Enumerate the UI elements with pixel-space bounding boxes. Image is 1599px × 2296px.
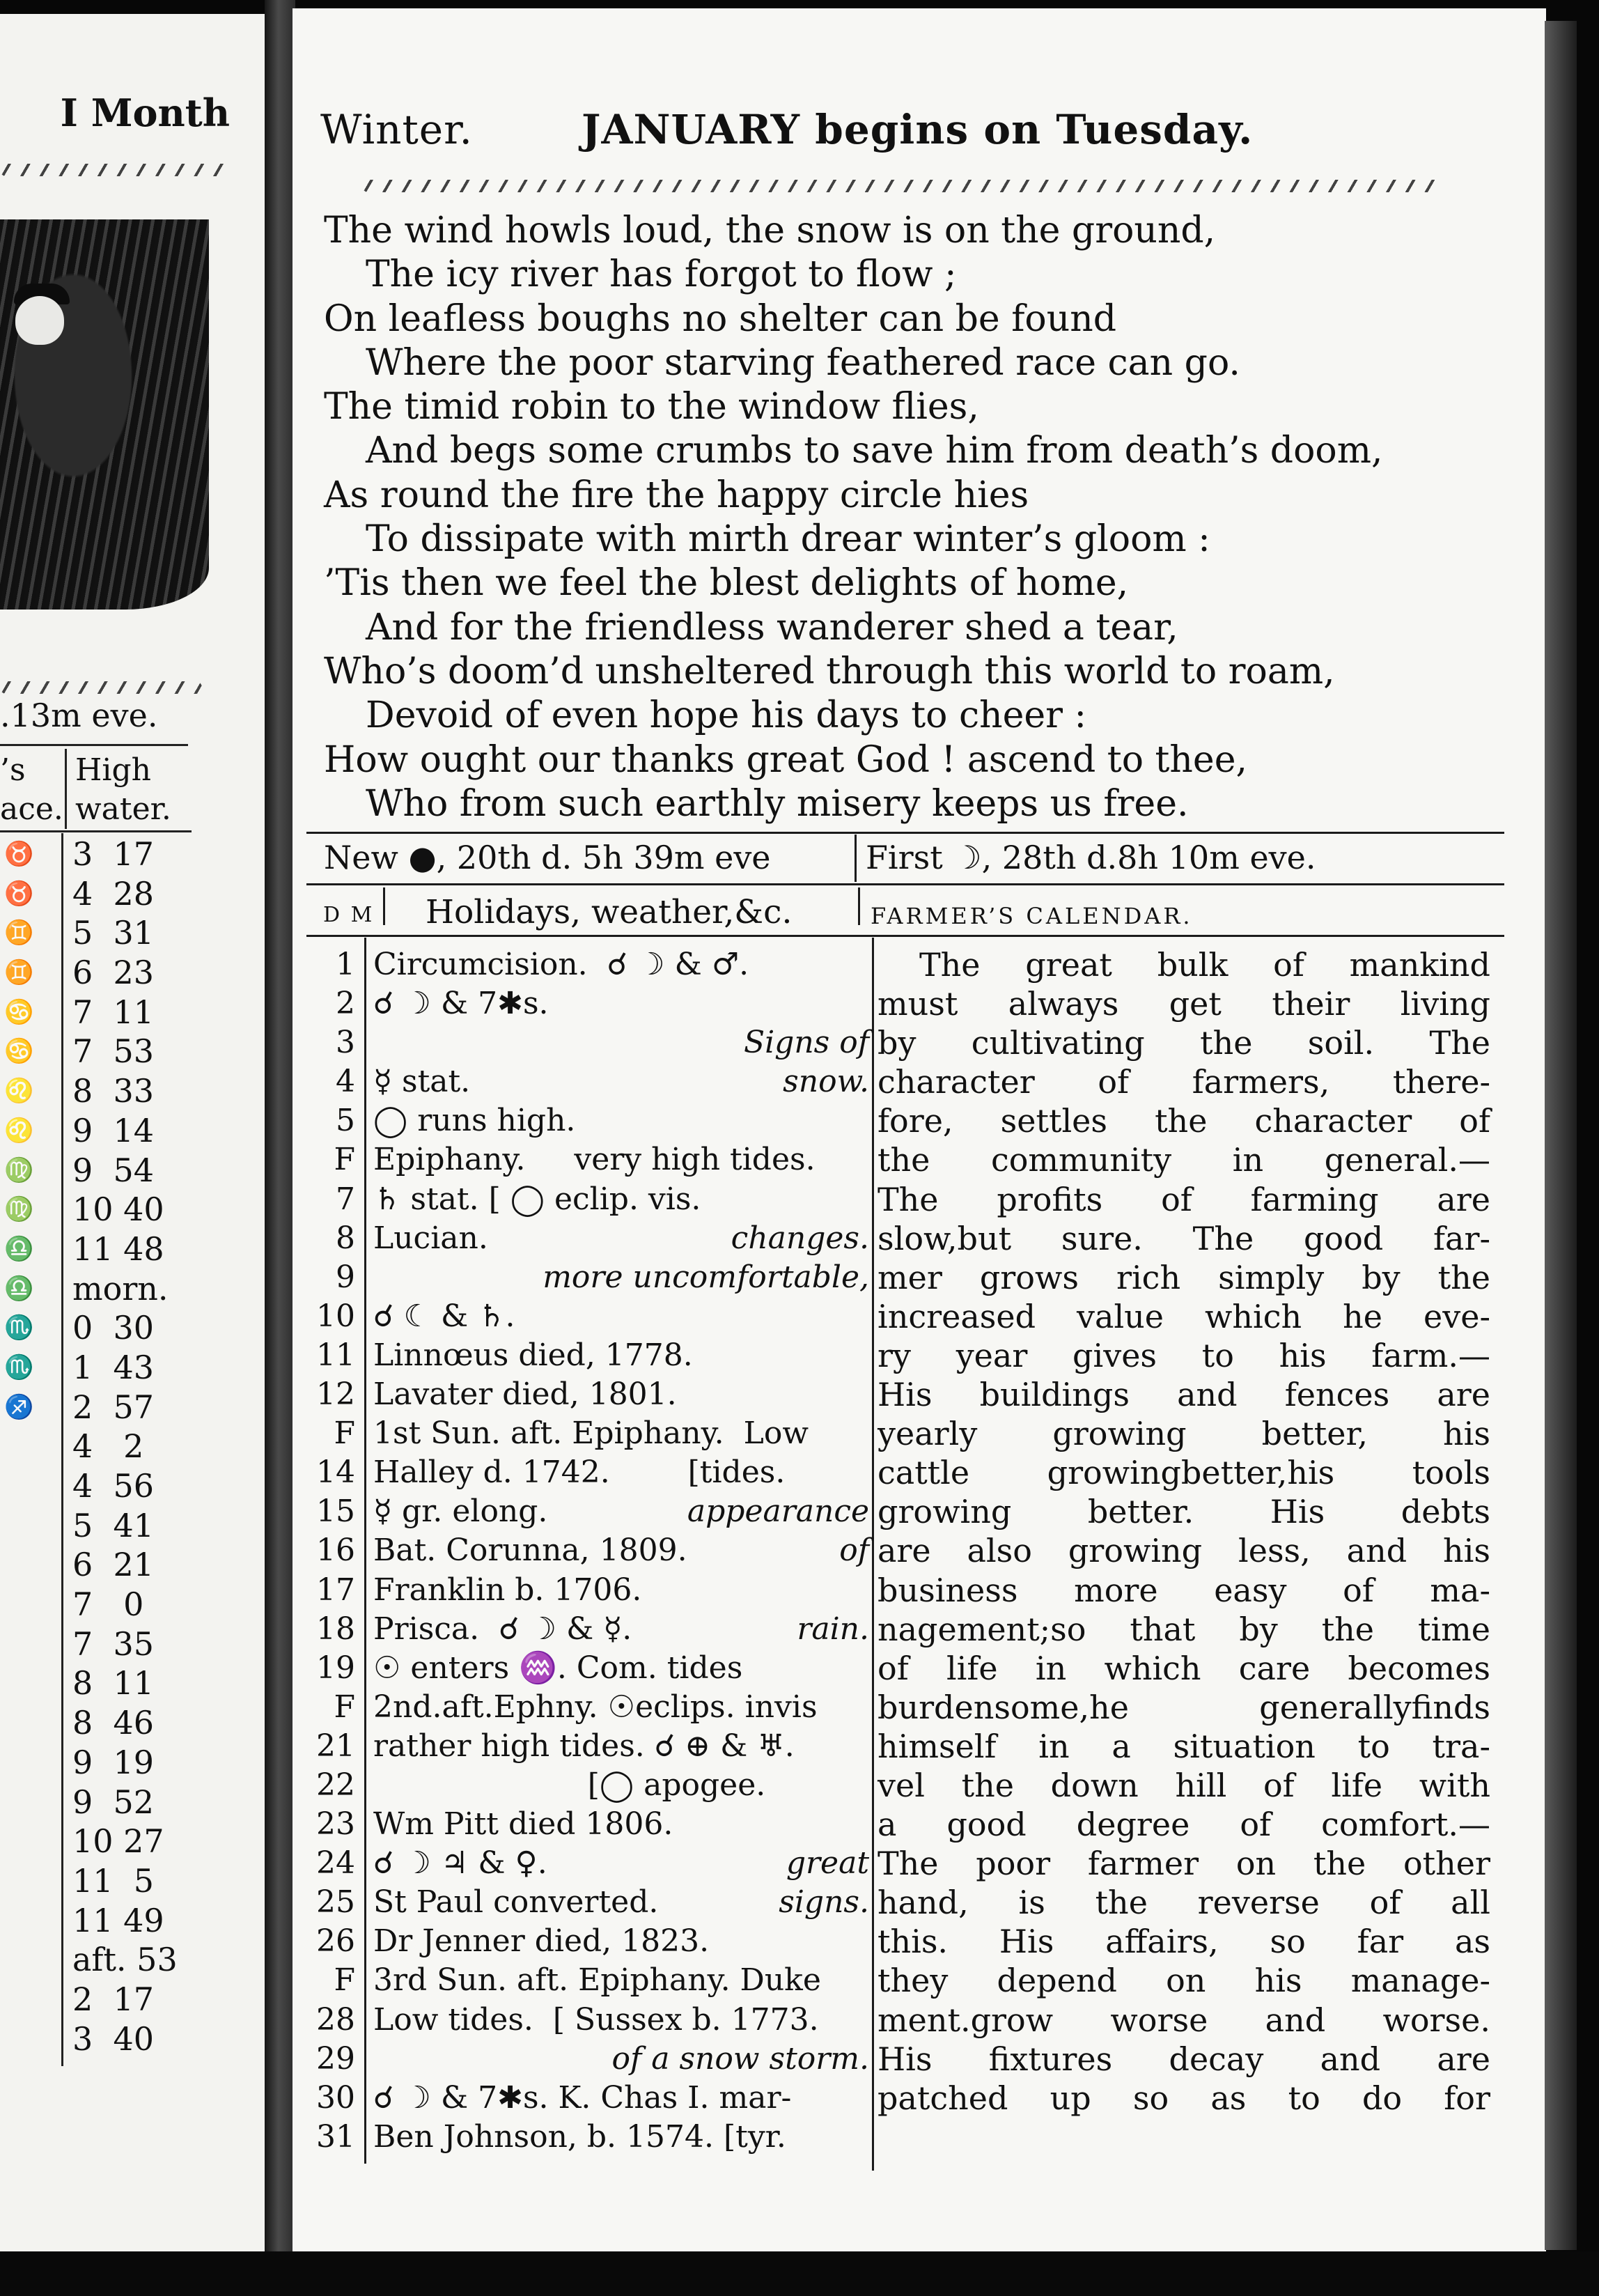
table-row [0, 1348, 209, 1388]
table-row [313, 2118, 857, 2157]
day-number: 29 [316, 2040, 355, 2077]
figure-face [15, 296, 64, 345]
poem-line: On leafless boughs no shelter can be found [324, 297, 1117, 340]
table-row [313, 1062, 869, 1101]
day-number: 22 [316, 1767, 355, 1803]
day-number: 5 [336, 1103, 355, 1139]
poem-line: The icy river has forgot to flow ; [366, 254, 957, 296]
poem-line: How ought our thanks great God ! ascend to thee, [324, 738, 1247, 781]
high-water-time: 10 40 [72, 1190, 164, 1229]
high-water-time: 0 30 [72, 1309, 155, 1347]
divider [65, 749, 67, 829]
ornamental-rule [362, 180, 1445, 192]
weather-note: Signs of [743, 1025, 869, 1061]
holiday-entry: rather high tides. ☌ ⊕ & ♅. [373, 1728, 795, 1764]
first-quarter-text: First ☽, 28th d.8h 10m eve. [866, 839, 1316, 876]
holiday-entry: ♄ stat. [ ◯ eclip. vis. [373, 1181, 701, 1217]
table-row [0, 953, 209, 993]
zodiac-sign-icon: ♍ [4, 1195, 34, 1224]
zodiac-sign-icon: ♊ [4, 919, 34, 947]
table-row [313, 1414, 857, 1453]
holiday-entry: Linnœus died, 1778. [373, 1337, 693, 1373]
holiday-entry: Dr Jenner died, 1823. [373, 1923, 710, 1960]
holiday-entry: 2nd.aft.Ephny. ☉eclips. invis [373, 1689, 818, 1725]
high-water-time: 11 5 [72, 1861, 155, 1900]
day-number: 8 [336, 1220, 355, 1256]
table-row [0, 1901, 209, 1941]
high-water-time: 7 35 [72, 1624, 155, 1663]
table-row [0, 1663, 209, 1703]
holiday-entry: ☿ gr. elong. [373, 1494, 548, 1530]
table-row [0, 913, 209, 953]
table-row [0, 1151, 209, 1190]
table-row [0, 1190, 209, 1230]
holiday-entry: ☌ ☽ & 7✱s. K. Chas I. mar- [373, 2079, 792, 2116]
high-water-time: 9 54 [72, 1151, 155, 1189]
ornamental-rule [0, 681, 202, 694]
table-row [0, 1822, 209, 1861]
column-header-holidays: Holidays, weather,&c. [426, 893, 793, 931]
high-water-time: 11 48 [72, 1230, 164, 1268]
season-label: Winter. [320, 106, 473, 153]
day-number: 31 [316, 2118, 355, 2155]
divider [306, 935, 1504, 937]
holiday-entry: ☉ enters ♒. Com. tides [373, 1650, 743, 1686]
holiday-entry: Franklin b. 1706. [373, 1572, 642, 1608]
farmer-text-line: are also growing less, and his [878, 1532, 1490, 1570]
poem-line: Who’s doom’d unsheltered through this world to roam, [324, 650, 1335, 692]
high-water-time: 7 11 [72, 993, 155, 1031]
day-number: 15 [316, 1494, 355, 1530]
zodiac-sign-icon: ♏ [4, 1353, 34, 1381]
day-number: 12 [316, 1376, 355, 1413]
farmer-text-line: nagement;so that by the time [878, 1610, 1490, 1648]
farmer-text-line: ry year gives to his farm.— [878, 1336, 1490, 1374]
day-number: 18 [316, 1611, 355, 1647]
high-water-time: 6 23 [72, 954, 155, 992]
day-number: F [334, 1962, 355, 1999]
poem-line: Where the poor starving feathered race can go. [366, 341, 1240, 384]
farmer-text-line: slow,but sure. The good far- [878, 1219, 1490, 1257]
table-row [313, 1375, 857, 1414]
farmer-text-line: business more easy of ma- [878, 1571, 1490, 1609]
zodiac-sign-icon: ♌ [4, 1116, 34, 1145]
holiday-entry: Ben Johnson, b. 1574. [tyr. [373, 2118, 786, 2155]
table-row [0, 1111, 209, 1151]
zodiac-sign-icon: ♎ [4, 1234, 34, 1263]
table-row [313, 1922, 857, 1961]
holiday-entry: Circumcision. ☌ ☽ & ♂. [373, 947, 749, 982]
day-number: 10 [316, 1298, 355, 1334]
day-number: 24 [316, 1845, 355, 1882]
day-number: F [334, 1142, 355, 1178]
table-row [313, 1688, 857, 1727]
table-row [313, 1727, 857, 1766]
holiday-entry: ◯ runs high. [373, 1103, 576, 1139]
divider [872, 938, 874, 2171]
header-line: ace. [0, 791, 63, 827]
weather-note: of [839, 1533, 869, 1569]
moon-phase-text: .13m eve. [0, 697, 158, 734]
farmer-text-line: patched up so as to do for [878, 2079, 1490, 2117]
table-row [0, 1783, 209, 1822]
high-water-time: 8 46 [72, 1704, 155, 1742]
farmer-text-line: The profits of farming are [878, 1180, 1490, 1218]
day-number: 25 [316, 1884, 355, 1921]
farmer-text-line: a good degree of comfort.— [878, 1806, 1490, 1844]
table-row [0, 1071, 209, 1111]
divider [855, 835, 857, 882]
divider [0, 830, 192, 832]
table-row [313, 1258, 869, 1297]
weather-note: changes. [731, 1220, 869, 1256]
day-number: 21 [316, 1728, 355, 1764]
book-gutter [265, 0, 295, 2296]
table-row [313, 2001, 857, 2040]
farmer-text-line: the community in general.— [878, 1141, 1490, 1179]
weather-note: of a snow storm. [611, 2040, 869, 2077]
table-row [0, 1230, 209, 1269]
table-row [313, 2079, 857, 2118]
high-water-time: 4 2 [72, 1427, 144, 1466]
table-row [0, 835, 209, 874]
day-number: 7 [336, 1181, 355, 1217]
table-row [313, 1180, 857, 1219]
header-line: High [75, 752, 151, 788]
table-row [313, 2040, 869, 2079]
high-water-time: 7 53 [72, 1032, 155, 1071]
weather-note: rain. [797, 1611, 869, 1647]
holiday-entry: Prisca. ☌ ☽ & ☿. [373, 1611, 632, 1647]
day-number: 4 [336, 1064, 355, 1100]
table-row [313, 1844, 869, 1883]
farmer-text-line: burdensome,he generallyfinds [878, 1688, 1490, 1726]
zodiac-sign-icon: ♎ [4, 1274, 34, 1303]
table-row [313, 1610, 869, 1649]
zodiac-sign-icon: ♋ [4, 1037, 34, 1066]
zodiac-sign-icon: ♋ [4, 998, 34, 1026]
high-water-time: 2 57 [72, 1388, 155, 1426]
day-number: 11 [316, 1337, 355, 1373]
column-header-place [0, 751, 63, 829]
farmer-text-line: of life in which care becomes [878, 1649, 1490, 1687]
farmer-text-line: hand, is the reverse of all [878, 1884, 1490, 1922]
table-row [313, 945, 857, 984]
high-water-time: 3 40 [72, 2019, 155, 2058]
farmer-text-line: His fixtures decay and are [878, 2040, 1490, 2078]
high-water-time: 7 0 [72, 1585, 144, 1624]
column-header-farmers-calendar: FARMER’S CALENDAR. [871, 903, 1193, 929]
day-number: 9 [336, 1259, 355, 1295]
divider [383, 887, 385, 925]
table-row [0, 1861, 209, 1901]
day-number: 1 [336, 947, 355, 982]
divider [0, 744, 188, 746]
farmer-text-line: they depend on his manage- [878, 1962, 1490, 2000]
farmer-text-line: this. His affairs, so far as [878, 1923, 1490, 1961]
holiday-entry: Lavater died, 1801. [373, 1376, 677, 1413]
table-row [313, 1531, 869, 1570]
holiday-entry: Lucian. [373, 1220, 488, 1256]
holiday-entry: ☌ ☽ & 7✱s. [373, 986, 549, 1022]
holiday-entry: ☌ ☽ ♃ & ♀. [373, 1845, 547, 1882]
holiday-entry: Halley d. 1742. [tides. [373, 1455, 786, 1491]
high-water-time: 6 21 [72, 1546, 155, 1584]
holiday-entry: St Paul converted. [373, 1884, 659, 1921]
day-number: 26 [316, 1923, 355, 1960]
poem-line: Devoid of even hope his days to cheer : [366, 695, 1087, 737]
high-water-time: 8 33 [72, 1072, 155, 1110]
poem-line: To dissipate with mirth drear winter’s gloom : [366, 518, 1210, 561]
left-page [0, 14, 265, 2251]
farmer-text-line: growing better. His debts [878, 1493, 1490, 1531]
woodcut-illustration [0, 219, 209, 610]
zodiac-sign-icon: ♍ [4, 1156, 34, 1184]
weather-note: great [786, 1845, 869, 1882]
table-row [0, 1545, 209, 1585]
table-row [0, 1703, 209, 1743]
farmer-text-line: mer grows rich simply by the [878, 1258, 1490, 1296]
table-row [0, 1980, 209, 2019]
poem [324, 209, 1383, 826]
table-row [313, 1649, 857, 1688]
high-water-time: 3 17 [72, 835, 155, 873]
day-number: 30 [316, 2079, 355, 2116]
high-water-time: 4 28 [72, 874, 155, 913]
day-number: 23 [316, 1806, 355, 1843]
column-header-day: D M [323, 903, 375, 927]
table-row [313, 1023, 869, 1062]
holiday-entry: Low tides. [ Sussex b. 1773. [373, 2001, 819, 2038]
high-water-time: 11 49 [72, 1901, 164, 1939]
divider [858, 887, 860, 925]
ornamental-rule [0, 164, 230, 176]
farmer-text-line: increased value which he eve- [878, 1297, 1490, 1335]
farmers-calendar-text [878, 945, 1490, 2118]
table-row [313, 984, 857, 1023]
zodiac-sign-icon: ♉ [4, 879, 34, 908]
poem-line: ’Tis then we feel the blest delights of home, [324, 562, 1129, 605]
table-row [0, 1624, 209, 1664]
farmer-text-line: ment.grow worse and worse. [878, 2001, 1490, 2039]
right-page [292, 8, 1546, 2251]
high-water-time: 5 41 [72, 1506, 155, 1544]
table-row [0, 1466, 209, 1506]
high-water-time: 1 43 [72, 1348, 155, 1386]
high-water-time: aft. 53 [72, 1941, 178, 1979]
divider [306, 883, 1504, 885]
farmer-text-line: himself in a situation to tra- [878, 1727, 1490, 1765]
table-row [0, 1388, 209, 1427]
zodiac-sign-icon: ♐ [4, 1393, 34, 1421]
left-page-header: I Month [60, 91, 230, 135]
month-heading: JANUARY begins on Tuesday. [582, 106, 1254, 153]
table-row [313, 1453, 857, 1492]
zodiac-sign-icon: ♌ [4, 1077, 34, 1106]
table-row [313, 1219, 869, 1258]
divider [306, 832, 1504, 834]
poem-line: As round the fire the happy circle hies [324, 474, 1029, 516]
header-line: water. [75, 791, 171, 827]
table-row [0, 874, 209, 914]
farmer-text-line: His buildings and fences are [878, 1376, 1490, 1414]
high-water-table [0, 835, 209, 2058]
day-number: F [334, 1689, 355, 1725]
holiday-entry: 3rd Sun. aft. Epiphany. Duke [373, 1962, 821, 1999]
holidays-table [313, 945, 869, 2157]
high-water-time: 10 27 [72, 1822, 164, 1861]
table-row [0, 1743, 209, 1783]
high-water-time: 9 14 [72, 1111, 155, 1149]
farmer-text-line: character of farmers, there- [878, 1063, 1490, 1101]
table-row [313, 1492, 869, 1531]
table-row [313, 1101, 857, 1140]
farmer-text-line: must always get their living [878, 985, 1490, 1023]
zodiac-sign-icon: ♉ [4, 840, 34, 868]
day-number: 16 [316, 1533, 355, 1569]
table-row [313, 1336, 857, 1375]
weather-note: more uncomfortable, [543, 1259, 869, 1295]
table-row [313, 1805, 857, 1844]
poem-line: Who from such earthly misery keeps us free. [366, 782, 1189, 825]
zodiac-sign-icon: ♏ [4, 1314, 34, 1342]
day-number: 3 [336, 1025, 355, 1061]
table-row [313, 1297, 857, 1336]
day-number: 2 [336, 986, 355, 1022]
zodiac-sign-icon: ♊ [4, 959, 34, 987]
holiday-entry: Wm Pitt died 1806. [373, 1806, 673, 1843]
farmer-text-line: fore, settles the character of [878, 1102, 1490, 1140]
holiday-entry: ☿ stat. [373, 1064, 471, 1100]
high-water-time: morn. [72, 1269, 169, 1308]
poem-line: The wind howls loud, the snow is on the ground, [324, 210, 1216, 251]
high-water-time: 2 17 [72, 1980, 155, 2018]
table-row [0, 1308, 209, 1348]
poem-line: The timid robin to the window flies, [324, 386, 979, 428]
table-row [0, 1940, 209, 1980]
holiday-entry: ☌ ☾ & ♄. [373, 1298, 515, 1334]
table-row [0, 1032, 209, 1071]
table-row [0, 1427, 209, 1466]
table-row [0, 993, 209, 1032]
poem-line: And begs some crumbs to save him from death’s doom, [366, 430, 1383, 472]
high-water-time: 9 52 [72, 1783, 155, 1821]
farmer-text-line: vel the down hill of life with [878, 1766, 1490, 1804]
high-water-time: 9 19 [72, 1743, 155, 1781]
high-water-time: 4 56 [72, 1467, 155, 1505]
table-row [313, 1766, 857, 1805]
day-number: F [334, 1415, 355, 1452]
farmer-text-line: The poor farmer on the other [878, 1845, 1490, 1883]
page-edge [1545, 21, 1577, 2250]
table-row [313, 1961, 857, 2000]
high-water-time: 5 31 [72, 914, 155, 952]
farmer-text-line: yearly growing better, his [878, 1415, 1490, 1453]
column-header-high-water [75, 751, 171, 829]
weather-note: appearance [687, 1494, 869, 1530]
day-number: 28 [316, 2001, 355, 2038]
table-row [0, 2019, 209, 2059]
farmer-text-line: The great bulk of mankind [919, 946, 1490, 984]
farmer-text-line: by cultivating the soil. The [878, 1024, 1490, 1062]
bottom-shadow [0, 2251, 1599, 2296]
table-row [313, 1883, 869, 1922]
farmer-text-line: cattle growingbetter,his tools [878, 1454, 1490, 1492]
table-row [313, 1571, 857, 1610]
day-number: 19 [316, 1650, 355, 1686]
high-water-time: 8 11 [72, 1664, 155, 1702]
table-row [0, 1585, 209, 1624]
holiday-entry: [◯ apogee. [373, 1767, 766, 1803]
holiday-entry: Bat. Corunna, 1809. [373, 1533, 687, 1569]
weather-note: snow. [783, 1064, 869, 1100]
day-number: 14 [316, 1455, 355, 1491]
poem-line: And for the friendless wanderer shed a tear, [366, 606, 1178, 649]
holiday-entry: Epiphany. very high tides. [373, 1142, 816, 1178]
day-number: 17 [316, 1572, 355, 1608]
new-moon-text: New ●, 20th d. 5h 39m eve [324, 839, 771, 876]
table-row [0, 1269, 209, 1309]
header-line: ’s [0, 752, 26, 788]
holiday-entry: 1st Sun. aft. Epiphany. Low [373, 1415, 809, 1452]
table-row [0, 1506, 209, 1546]
weather-note: signs. [779, 1884, 869, 1921]
table-row [313, 1140, 857, 1179]
